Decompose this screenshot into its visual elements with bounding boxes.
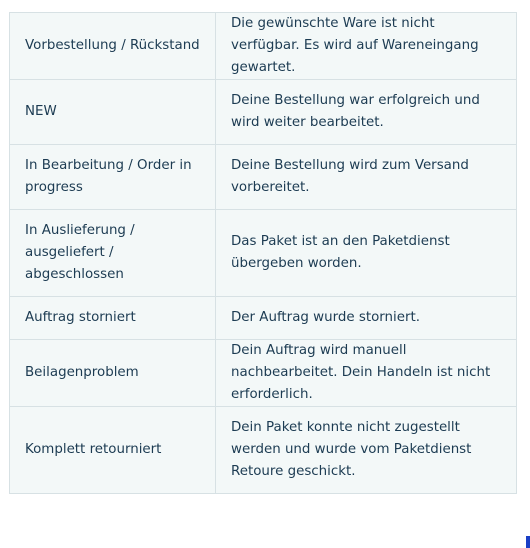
table-row xyxy=(10,407,517,494)
description-cell: Deine Bestellung war erfolgreich und wird weiter bearbeitet. xyxy=(216,80,517,145)
description-cell: Dein Paket konnte nicht zugestellt werden und wurde vom Paketdienst Retoure geschickt. xyxy=(216,407,517,494)
table-row xyxy=(10,210,517,297)
edge-marker xyxy=(526,536,530,548)
description-cell: Der Auftrag wurde storniert. xyxy=(216,297,517,340)
status-cell: In Bearbeitung / Order in progress xyxy=(10,145,216,210)
description-cell: Das Paket ist an den Paketdienst übergeben worden. xyxy=(216,210,517,297)
table-row xyxy=(10,13,517,80)
status-cell: NEW xyxy=(10,80,216,145)
status-cell: Auftrag storniert xyxy=(10,297,216,340)
status-cell: Beilagenproblem xyxy=(10,340,216,407)
status-cell: In Auslieferung / ausgeliefert / abgeschlossen xyxy=(10,210,216,297)
table-row xyxy=(10,80,517,145)
description-cell: Dein Auftrag wird manuell nachbearbeitet. Dein Handeln ist nicht erforderlich. xyxy=(216,340,517,407)
status-cell: Vorbestellung / Rückstand xyxy=(10,13,216,80)
status-cell: Komplett retourniert xyxy=(10,407,216,494)
description-cell: Die gewünschte Ware ist nicht verfügbar. Es wird auf Wareneingang gewartet. xyxy=(216,13,517,80)
table-row xyxy=(10,297,517,340)
table-row xyxy=(10,340,517,407)
description-cell: Deine Bestellung wird zum Versand vorbereitet. xyxy=(216,145,517,210)
table-row xyxy=(10,145,517,210)
order-status-table xyxy=(9,12,517,494)
